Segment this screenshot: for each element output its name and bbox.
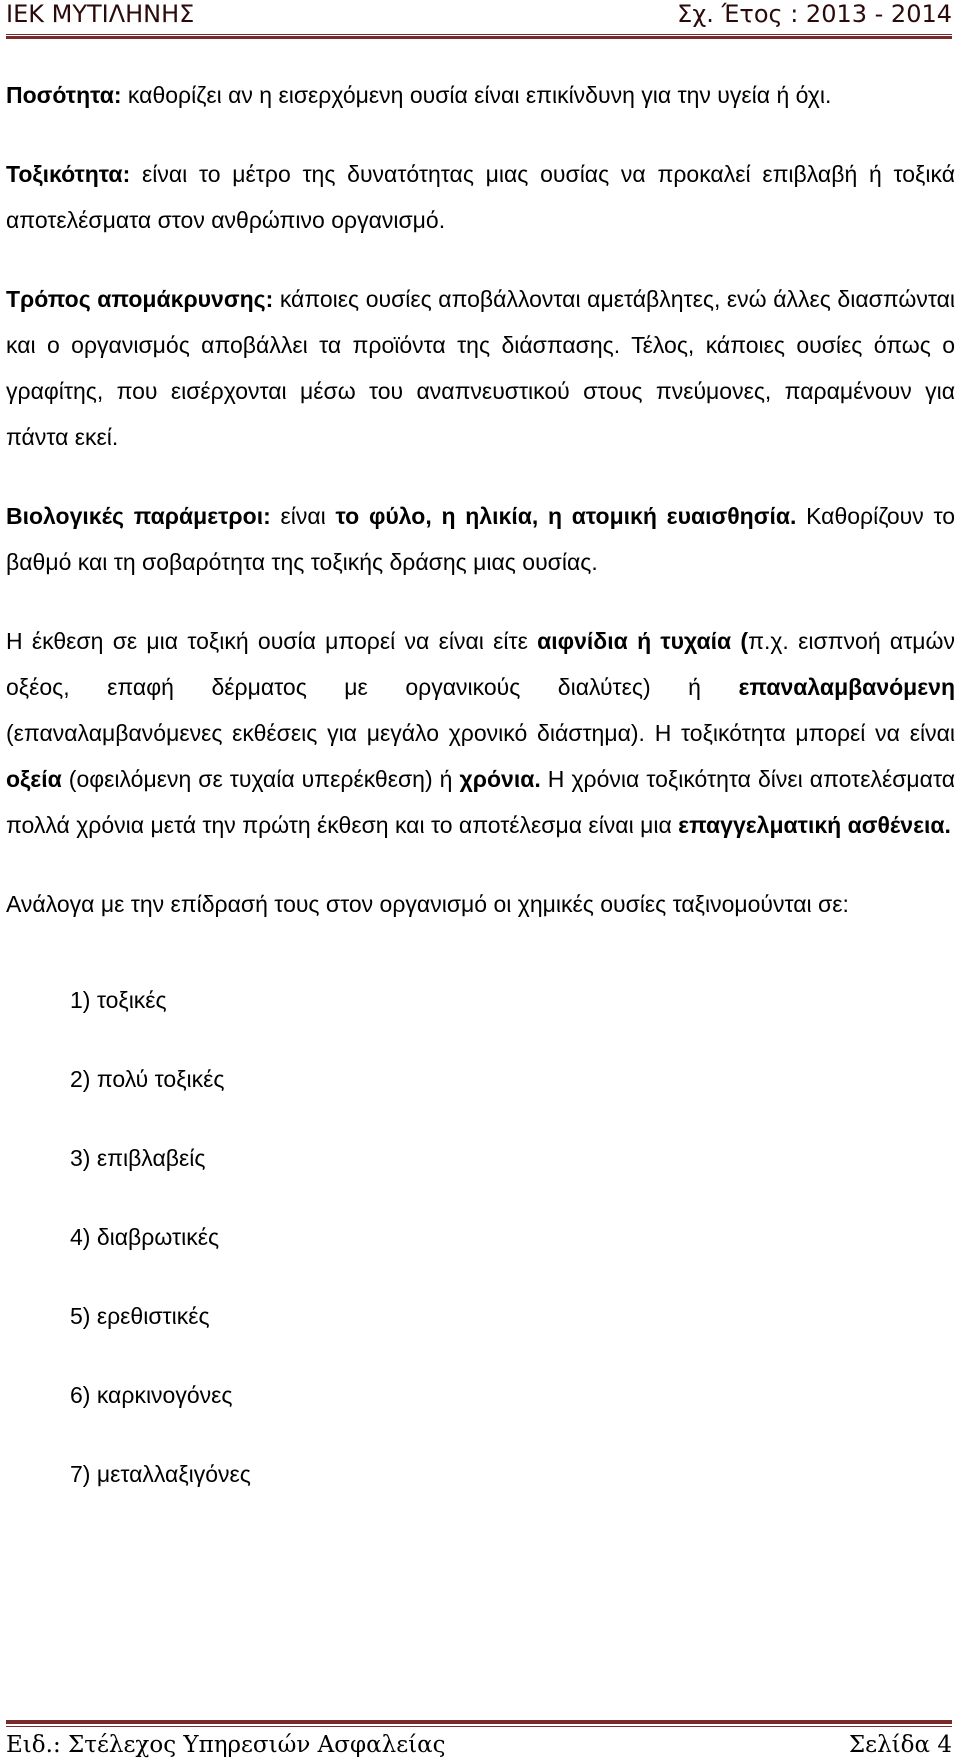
- footer-specialty: Ειδ.: Στέλεχος Υπηρεσιών Ασφαλείας: [6, 1732, 446, 1758]
- exposure-repeated: επαναλαμβανόμενη: [738, 674, 955, 700]
- list-item: 7) μεταλλαξιγόνες: [70, 1461, 251, 1487]
- exposure-acute: οξεία: [6, 766, 62, 792]
- exposure-occupational-disease: επαγγελματική ασθένεια.: [678, 812, 951, 838]
- exposure-text-2: π.χ. εισπνοή ατμών οξέος, επαφή δέρματος με οργανικούς διαλύτες) ή: [6, 628, 955, 700]
- document-body: [6, 72, 955, 1530]
- list-item: 6) καρκινογόνες: [70, 1382, 233, 1408]
- list-item: 5) ερεθιστικές: [70, 1303, 210, 1329]
- exposure-text-5: Η χρόνια τοξικότητα δίνει αποτελέσματα πολλά χρόνια μετά την πρώτη έκθεση και το αποτέλεσμα είναι μια: [6, 766, 955, 838]
- footer-divider: [6, 1720, 952, 1724]
- header-divider: [6, 36, 952, 39]
- list-item: 3) επιβλαβείς: [70, 1145, 206, 1171]
- paragraph-exposure: [6, 618, 955, 848]
- biological-text-2: Καθορίζουν το βαθμό και τη σοβαρότητα της τοξικής δράσης μιας ουσίας.: [6, 503, 956, 575]
- term-quantity: Ποσότητα:: [6, 82, 122, 108]
- page-header: [6, 0, 952, 35]
- exposure-text-1: Η έκθεση σε μια τοξική ουσία μπορεί να είναι είτε: [6, 628, 538, 654]
- footer-text-row: [6, 1730, 952, 1760]
- footer-page-number: Σελίδα 4: [848, 1732, 952, 1758]
- list-item: 1) τοξικές: [70, 987, 167, 1013]
- biological-factors: το φύλο, η ηλικία, η ατομική ευαισθησία.: [335, 503, 797, 529]
- exposure-chronic: χρόνια.: [459, 766, 541, 792]
- paragraph-removal: [6, 276, 955, 460]
- paragraph-classification: Ανάλογα με την επίδρασή τους στον οργανισμό οι χημικές ουσίες ταξινομούνται σε:: [6, 891, 849, 917]
- list-item: 2) πολύ τοξικές: [70, 1066, 225, 1092]
- page-footer: [6, 1720, 952, 1760]
- paragraph-toxicity: [6, 151, 955, 243]
- biological-text-1: είναι: [270, 503, 336, 529]
- header-school-name: ΙΕΚ ΜΥΤΙΛΗΝΗΣ: [6, 0, 195, 28]
- paragraph-quantity: [6, 72, 955, 118]
- exposure-text-4: (οφειλόμενη σε τυχαία υπερέκθεση) ή: [61, 766, 460, 792]
- footer-divider-thin: [6, 1726, 952, 1727]
- term-toxicity: Τοξικότητα:: [6, 161, 131, 187]
- exposure-text-3: (επαναλαμβανόμενες εκθέσεις για μεγάλο χρονικό διάστημα). Η τοξικότητα μπορεί να είναι: [6, 720, 955, 746]
- classification-list: [6, 977, 955, 1530]
- term-removal: Τρόπος απομάκρυνσης:: [6, 286, 274, 312]
- exposure-sudden: αιφνίδια ή τυχαία (: [537, 628, 749, 654]
- definition-removal: κάποιες ουσίες αποβάλλονται αμετάβλητες, ενώ άλλες διασπώνται και ο οργανισμός αποβάλλει τα προϊόντα της διάσπασης. Τέλος, κάποιες ουσίες όπως ο γραφίτης, που εισέρχονται μέσω του αναπνευστικού στους πνεύμονες, παραμένουν για πάντα εκεί.: [6, 286, 955, 450]
- definition-toxicity: είναι το μέτρο της δυνατότητας μιας ουσίας να προκαλεί επιβλαβή ή τοξικά αποτελέσματα στον ανθρώπινο οργανισμό.: [6, 161, 955, 233]
- header-school-year: Σχ. Έτος : 2013 - 2014: [677, 0, 952, 28]
- paragraph-biological: [6, 493, 955, 585]
- list-item: 4) διαβρωτικές: [70, 1224, 220, 1250]
- term-biological: Βιολογικές παράμετροι:: [6, 503, 271, 529]
- definition-quantity: καθορίζει αν η εισερχόμενη ουσία είναι επικίνδυνη για την υγεία ή όχι.: [121, 82, 832, 108]
